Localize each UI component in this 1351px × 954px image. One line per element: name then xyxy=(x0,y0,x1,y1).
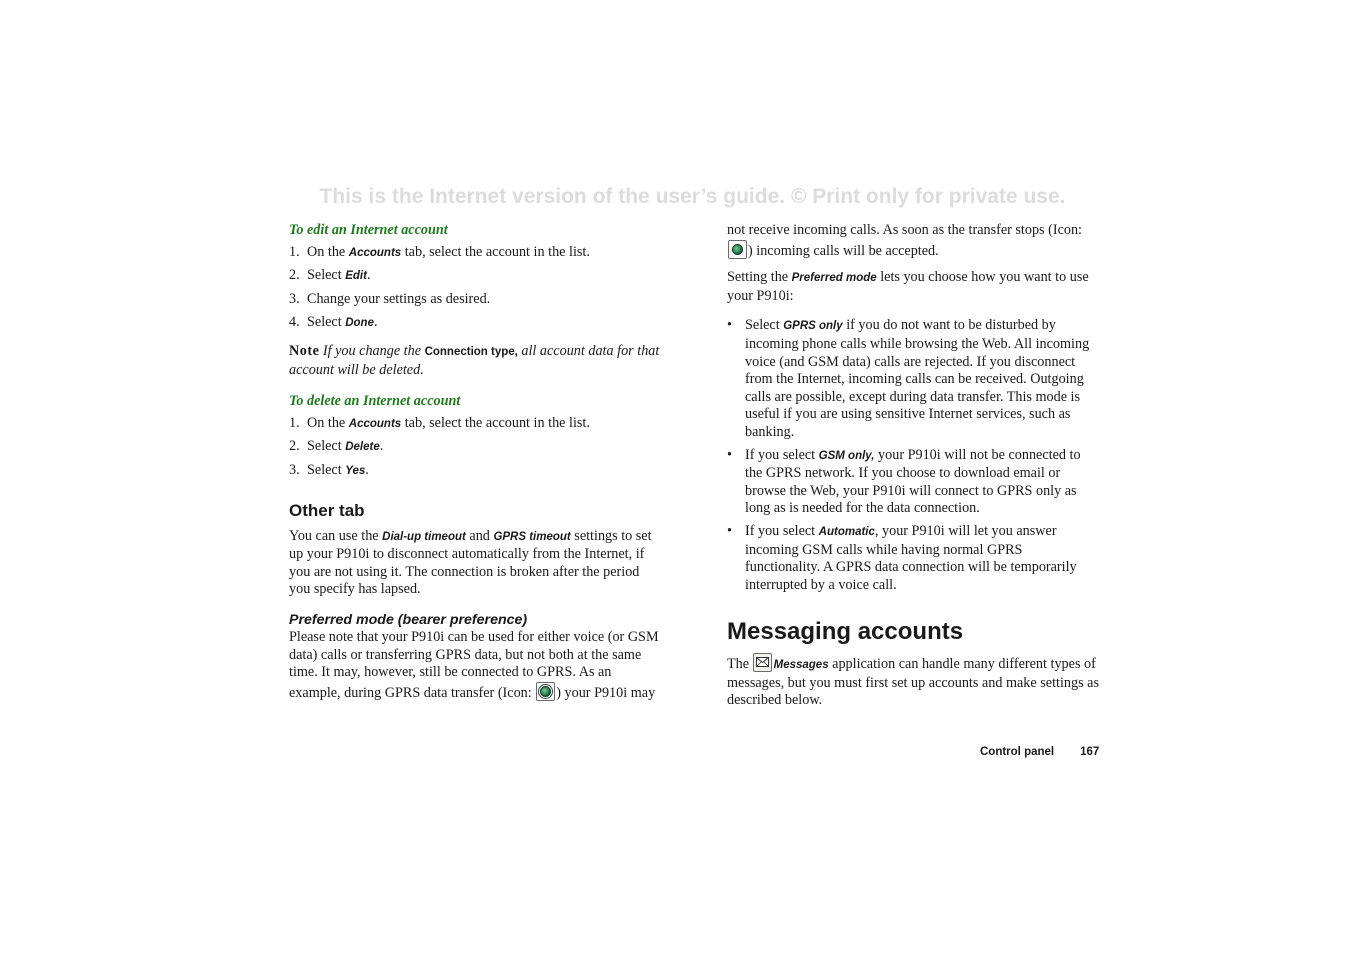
bullet-automatic: • If you select Automatic, your P910i will let you answer incoming GSM calls while having normal GPRS functionality. A GPRS data connection will be temporarily interrupted by a voice call. xyxy=(727,522,1077,593)
ui-term: Messages xyxy=(773,659,829,672)
watermark-banner: This is the Internet version of the user’s guide. © Print only for private use. xyxy=(319,185,1066,208)
ui-term: Accounts xyxy=(348,417,402,430)
edit-step-2: 2. Select Edit. xyxy=(289,267,371,284)
gprs-transfer-icon xyxy=(536,682,555,701)
ui-term: Yes xyxy=(345,464,366,477)
continued-paragraph: not receive incoming calls. As soon as the transfer stops (Icon: ) incoming calls will be accepted. xyxy=(727,222,1082,259)
edit-account-title: To edit an Internet account xyxy=(289,222,448,238)
edit-step-4: 4. Select Done. xyxy=(289,314,378,331)
edit-step-1: 1. On the Accounts tab, select the account in the list. xyxy=(289,243,590,260)
messaging-paragraph: The Messages application can handle many different types of messages, but you must first set up accounts and make settings as described below. xyxy=(727,653,1099,710)
other-tab-paragraph: You can use the Dial-up timeout and GPRS timeout settings to set up your P910i to disconnect automatically from the Internet, if you are not using it. The connection is broken after the period you specify has lapsed. xyxy=(289,527,652,598)
ui-term: GSM only, xyxy=(818,449,875,462)
ui-term: Done xyxy=(345,317,374,330)
ui-term: Delete xyxy=(345,441,380,454)
preferred-mode-heading: Preferred mode (bearer preference) xyxy=(289,611,528,628)
page-footer xyxy=(980,746,1099,758)
bullet-gsm-only: • If you select GSM only, your P910i will not be connected to the GPRS network. If you choose to download email or browse the Web, your P910i will connect to GPRS only as long as is needed for the data connection. xyxy=(727,446,1081,517)
ui-term: GPRS timeout xyxy=(493,530,571,543)
gprs-connected-icon xyxy=(728,240,747,259)
setting-paragraph: Setting the Preferred mode lets you choose how you want to use your P910i: xyxy=(727,269,1089,304)
bullet-gprs-only: • Select GPRS only if you do not want to be disturbed by incoming phone calls while browsing the Web. All incoming voice (and GSM data) calls are rejected. If you disconnect from the Internet, incoming calls can be received. Outgoing calls are possible, except during data transfer. This mode is useful if you are using sensitive Internet services, such as banking. xyxy=(727,317,1090,440)
ui-term: Preferred mode xyxy=(791,272,877,285)
messaging-accounts-heading: Messaging accounts xyxy=(727,618,964,646)
other-tab-heading: Other tab xyxy=(289,500,365,520)
ui-term: Edit xyxy=(345,270,367,283)
delete-step-3: 3. Select Yes. xyxy=(289,461,369,478)
page-number: 167 xyxy=(1080,746,1100,758)
delete-step-2: 2. Select Delete. xyxy=(289,438,384,455)
messages-envelope-icon xyxy=(753,653,772,672)
edit-step-3: 3. Change your settings as desired. xyxy=(289,290,491,307)
footer-section: Control panel xyxy=(980,746,1055,758)
delete-account-title: To delete an Internet account xyxy=(289,393,461,410)
ui-term: Accounts xyxy=(348,246,402,259)
left-column xyxy=(289,222,661,711)
note-label: Note xyxy=(289,342,320,359)
ui-term: Automatic xyxy=(818,525,875,538)
note-paragraph: Note If you change the Connection type, all account data for that account will be deleted. xyxy=(289,342,660,378)
delete-step-1: 1. On the Accounts tab, select the account in the list. xyxy=(289,414,590,431)
right-column xyxy=(727,222,1099,719)
ui-term: Connection type, xyxy=(424,345,518,358)
preferred-mode-paragraph: Please note that your P910i can be used for either voice (or GSM data) calls or transferring GPRS data, but not both at the same time. It may, however, still be connected to GPRS. As an example, during GPRS data transfer (Icon: ) your P910i may xyxy=(289,628,659,701)
ui-term: Dial-up timeout xyxy=(382,530,466,543)
ui-term: GPRS only xyxy=(783,320,843,333)
